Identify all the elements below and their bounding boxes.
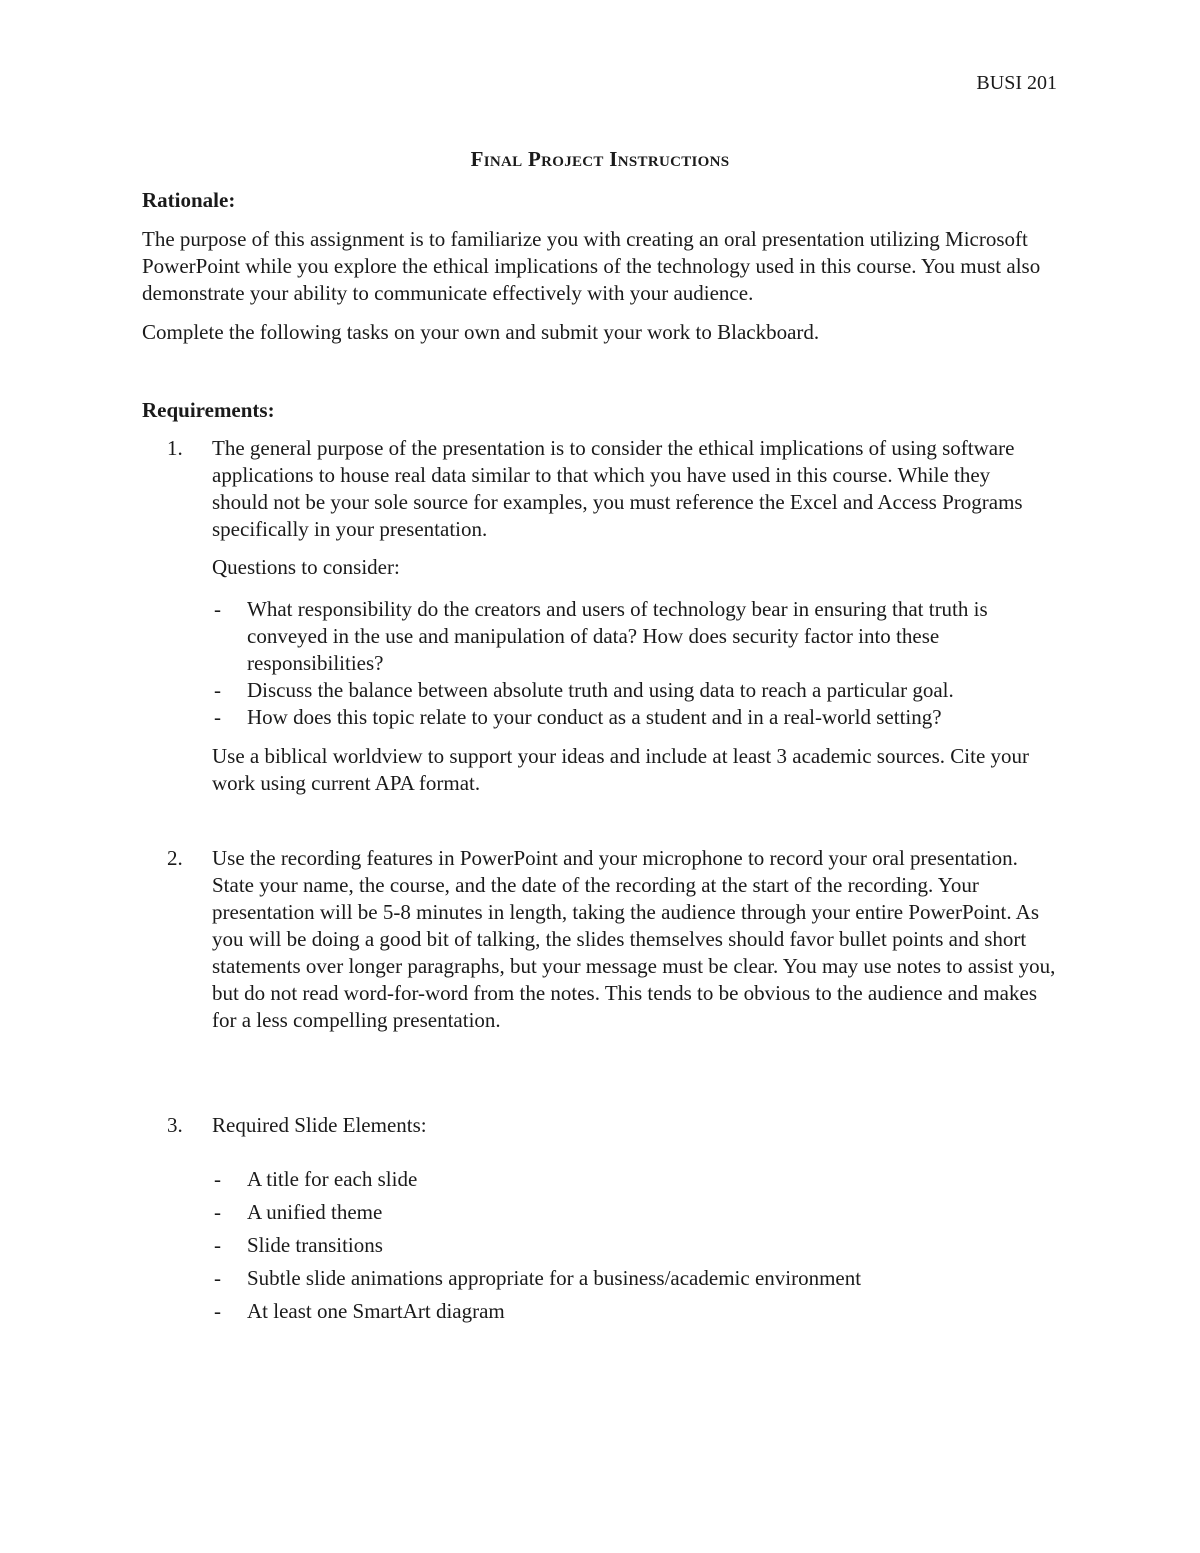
page-header-course-code: BUSI 201 <box>976 72 1057 94</box>
dash-bullet: - <box>214 597 221 621</box>
list-item: - How does this topic relate to your conduct as a student and in a real-world setting? <box>214 705 942 729</box>
requirement-number: 3. <box>167 1113 183 1137</box>
document-title: Final Project Instructions <box>470 147 730 171</box>
requirement-item-3 <box>142 1112 1072 1325</box>
list-item: - A unified theme <box>214 1200 383 1224</box>
slide-elements-list <box>212 1166 1072 1325</box>
dash-bullet: - <box>214 705 221 729</box>
requirement-item-1 <box>142 435 1072 797</box>
requirement-3-text: Required Slide Elements: <box>212 1113 427 1137</box>
dash-bullet: - <box>214 1233 221 1257</box>
list-item: - A title for each slide <box>214 1167 418 1191</box>
requirements-heading: Requirements: <box>142 398 275 422</box>
dash-bullet: - <box>214 1167 221 1191</box>
requirement-item-2 <box>142 845 1072 1034</box>
questions-label: Questions to consider: <box>212 555 400 579</box>
list-item: - Discuss the balance between absolute truth and using data to reach a particular goal. <box>214 678 954 702</box>
dash-bullet: - <box>214 1200 221 1224</box>
list-item: - Slide transitions <box>214 1233 383 1257</box>
requirement-1-text: The general purpose of the presentation is to consider the ethical implications of using software applications to house real data similar to that which you have used in this course. While they should not be your sole source for examples, you must reference the Excel and Access Programs specifically in your presentation. <box>212 436 1023 541</box>
requirement-number: 2. <box>167 846 183 870</box>
list-item: - Subtle slide animations appropriate for a business/academic environment <box>214 1266 862 1290</box>
requirement-2-text: Use the recording features in PowerPoint and your microphone to record your oral presentation. State your name, the course, and the date of the recording at the start of the recording. Your presentation will be 5-8 minutes in length, taking the audience through your entire PowerPoint. As you will be doing a good bit of talking, the slides themselves should favor bullet points and short statements over longer paragraphs, but your message must be clear. You may use notes to assist you, but do not read word-for-word from the notes. This tends to be obvious to the audience and makes for a less compelling presentation. <box>212 846 1056 1032</box>
list-item: - At least one SmartArt diagram <box>214 1299 505 1323</box>
rationale-paragraph-2: Complete the following tasks on your own and submit your work to Blackboard. <box>142 320 820 344</box>
dash-bullet: - <box>214 1266 221 1290</box>
dash-bullet: - <box>214 678 221 702</box>
rationale-paragraph-1: The purpose of this assignment is to familiarize you with creating an oral presentation utilizing Microsoft PowerPoint while you explore the ethical implications of the technology used in this course. You must also demonstrate your ability to communicate effectively with your audience. <box>142 227 1041 305</box>
list-item: - What responsibility do the creators and users of technology bear in ensuring that truth is conveyed in the use and manipulation of data? How does security factor into these responsibilities? <box>214 597 988 675</box>
questions-list <box>212 596 1072 731</box>
dash-bullet: - <box>214 1299 221 1323</box>
rationale-heading: Rationale: <box>142 188 236 212</box>
requirement-number: 1. <box>167 436 183 460</box>
requirement-1-closing: Use a biblical worldview to support your ideas and include at least 3 academic sources. Cite your work using current APA format. <box>212 744 1030 795</box>
